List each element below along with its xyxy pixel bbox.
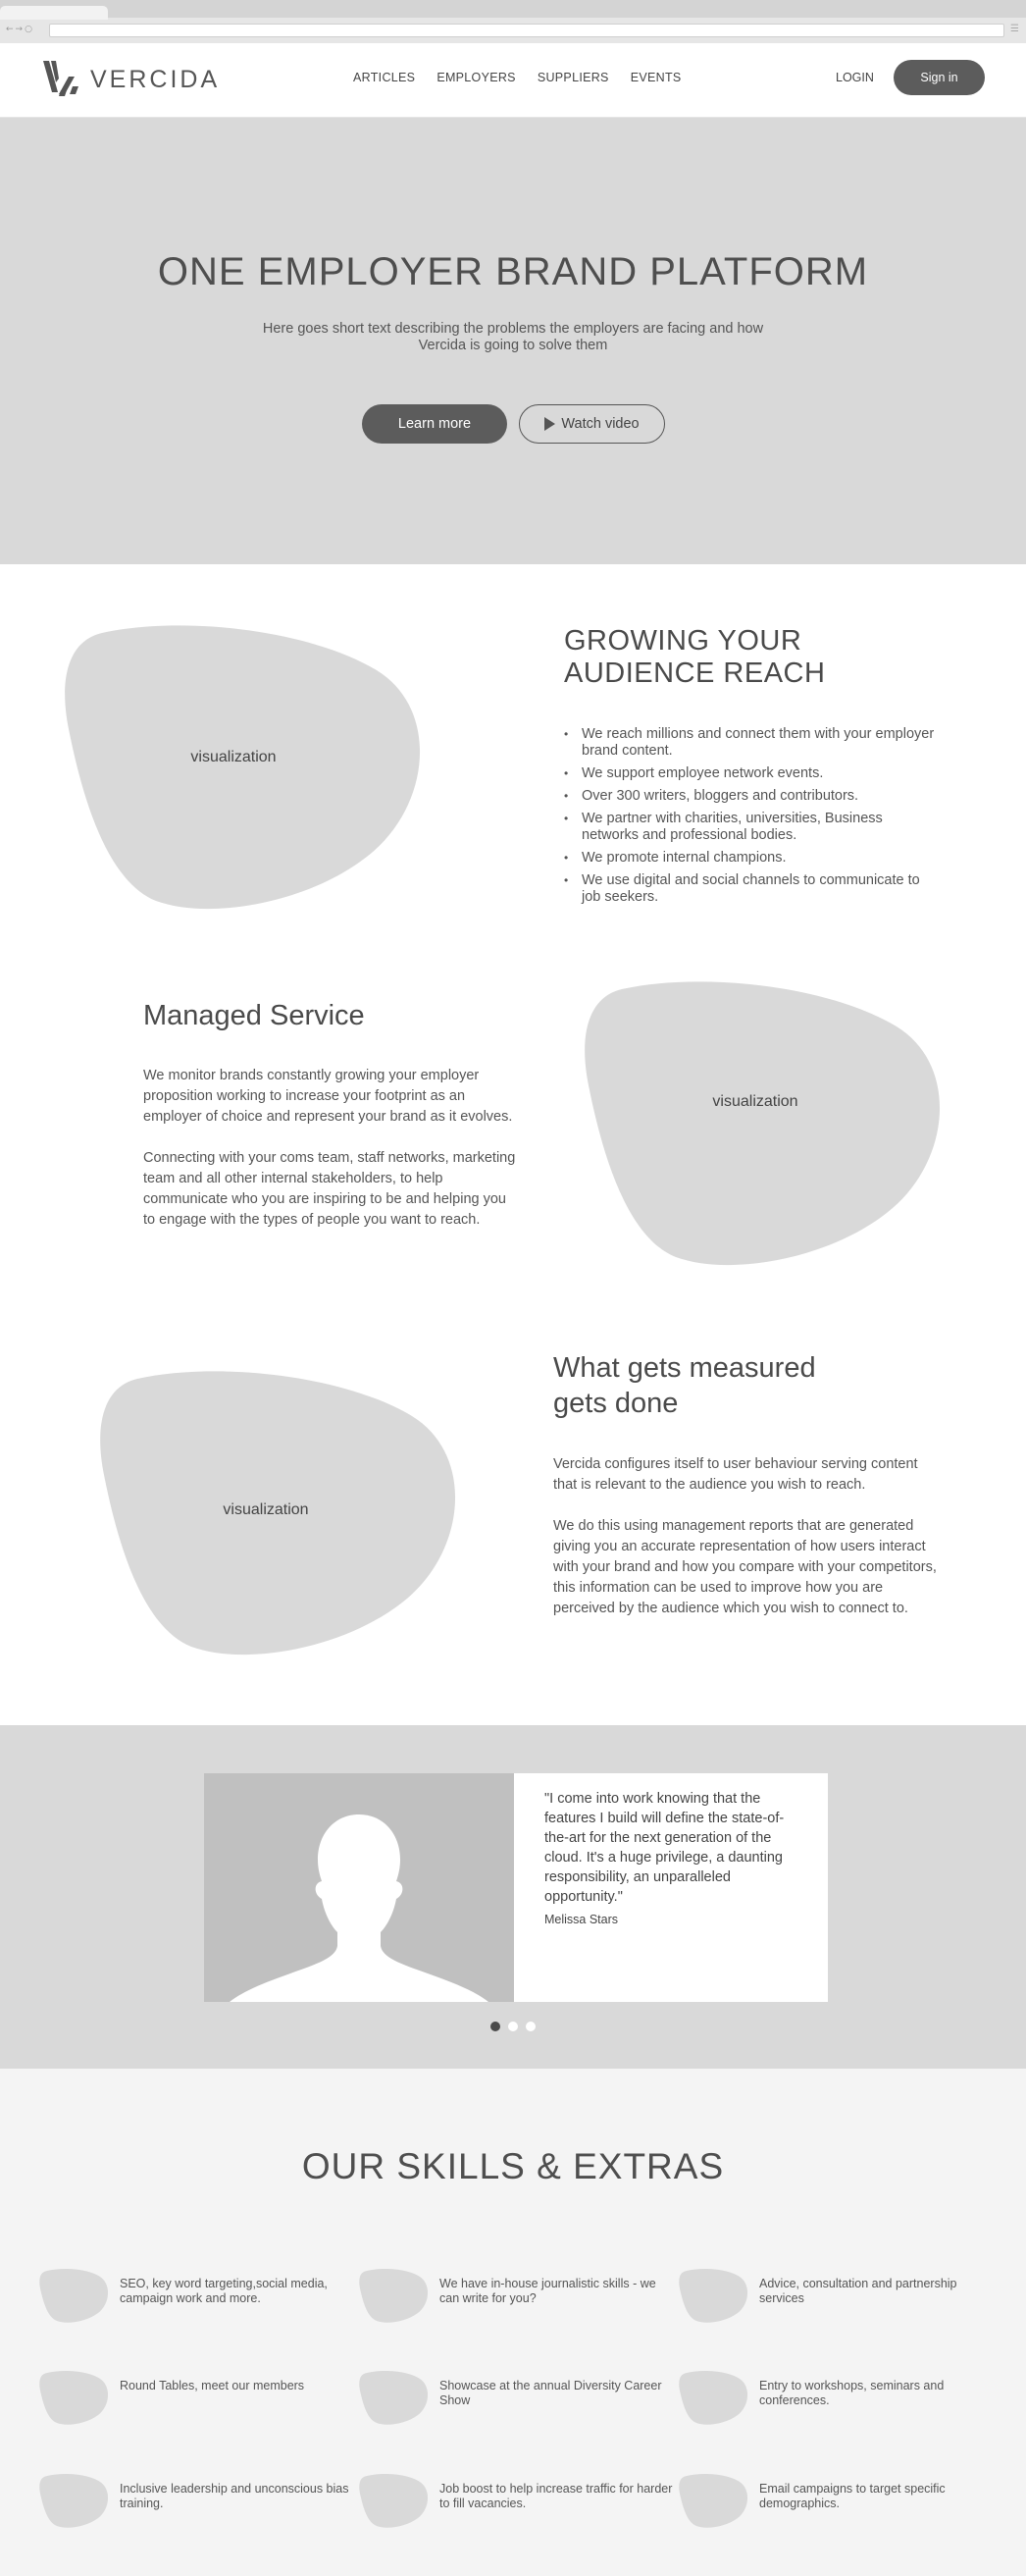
skill-text: Showcase at the annual Diversity Career Show <box>439 2379 662 2407</box>
testimonial-author: Melissa Stars <box>544 1913 619 1926</box>
nav-articles[interactable]: ARTICLES <box>353 71 416 84</box>
skill-icon-placeholder <box>679 2370 747 2425</box>
carousel-dot-3[interactable] <box>526 2022 536 2031</box>
list-item: • We use digital and social channels to communicate to job seekers. <box>564 872 942 906</box>
skills-title: OUR SKILLS & EXTRAS <box>301 2146 725 2186</box>
carousel-dot-1[interactable] <box>490 2022 500 2031</box>
watch-video-button[interactable] <box>519 404 665 444</box>
hero-text: Here goes short text describing the problems the employers are facing and how Vercida is going to solve them <box>262 321 764 353</box>
skill-text: Round Tables, meet our members <box>120 2379 305 2392</box>
section-title-audience-reach: GROWING YOUR AUDIENCE REACH <box>564 625 826 689</box>
nav-events[interactable]: EVENTS <box>630 71 682 84</box>
skill-text: Email campaigns to target specific demographics. <box>759 2482 946 2510</box>
skill-text: Inclusive leadership and unconscious bias training. <box>120 2482 349 2510</box>
skill-icon-placeholder <box>359 2268 428 2323</box>
browser-chrome <box>0 0 1026 43</box>
login-link[interactable]: LOGIN <box>836 71 874 84</box>
hero-title: ONE EMPLOYER BRAND PLATFORM <box>157 250 869 293</box>
audience-reach-list <box>564 726 942 912</box>
skill-text: Job boost to help increase traffic for harder to fill vacancies. <box>439 2482 673 2510</box>
testimonial-section <box>0 1725 1026 2069</box>
skill-item <box>359 2370 678 2429</box>
visualization-placeholder-2 <box>583 977 942 1270</box>
skill-icon-placeholder <box>679 2473 747 2528</box>
skill-icon-placeholder <box>39 2268 108 2323</box>
watch-video-label: Watch video <box>561 416 640 432</box>
list-item: • Over 300 writers, bloggers and contributors. <box>564 788 942 805</box>
tab-strip <box>0 0 1026 18</box>
list-item: • We reach millions and connect them with your employer brand content. <box>564 726 942 760</box>
logo-text: VERCIDA <box>90 65 221 93</box>
skill-text: Advice, consultation and partnership services <box>759 2277 957 2305</box>
visualization-placeholder-1 <box>63 621 422 914</box>
measured-paragraph-1: Vercida configures itself to user behaviour serving content that is relevant to the audience you wish to reach. <box>553 1456 918 1493</box>
browser-tab[interactable] <box>0 6 108 20</box>
skill-item <box>679 2268 998 2327</box>
skill-text: Entry to workshops, seminars and conferences. <box>759 2379 945 2407</box>
section-title-managed-service: Managed Service <box>143 1000 365 1031</box>
skill-icon-placeholder <box>679 2268 747 2323</box>
hero-section <box>0 118 1026 564</box>
skill-item <box>679 2370 998 2429</box>
testimonial-card <box>204 1773 828 2002</box>
list-item: • We promote internal champions. <box>564 850 942 867</box>
list-item: • We partner with charities, universities, Business networks and professional bodies. <box>564 811 942 844</box>
nav-suppliers[interactable]: SUPPLIERS <box>537 71 609 84</box>
managed-service-paragraph-1: We monitor brands constantly growing your employer proposition working to increase your footprint as an employer of choice and represent your brand as it evolves. <box>143 1068 513 1125</box>
measured-paragraph-2: We do this using management reports that are generated giving you an accurate representation of how users interact with your brand and how you compare with your competitors, this information can be used to improve how you are perceived by the audience which you wish to connect to. <box>553 1518 937 1616</box>
logo[interactable] <box>39 57 220 102</box>
address-bar[interactable] <box>49 24 1004 37</box>
skill-text: SEO, key word targeting,social media, campaign work and more. <box>120 2277 328 2305</box>
carousel-dot-2[interactable] <box>508 2022 518 2031</box>
browser-nav-icons[interactable]: ←→○ <box>6 25 34 34</box>
avatar <box>204 1773 514 2002</box>
vercida-logo-icon <box>39 57 84 102</box>
skill-item <box>39 2370 358 2429</box>
carousel-dots <box>0 2022 1026 2031</box>
person-silhouette-icon <box>204 1773 514 2002</box>
skill-text: We have in-house journalistic skills - we can write for you? <box>439 2277 656 2305</box>
sign-in-button[interactable]: Sign in <box>894 60 985 95</box>
learn-more-button[interactable]: Learn more <box>362 404 507 444</box>
skill-icon-placeholder <box>359 2473 428 2528</box>
browser-menu-icon[interactable]: ☰ <box>1010 24 1019 34</box>
skill-item <box>39 2268 358 2327</box>
skill-icon-placeholder <box>39 2370 108 2425</box>
skill-icon-placeholder <box>359 2370 428 2425</box>
play-icon <box>544 417 555 431</box>
skill-item <box>359 2473 678 2532</box>
skill-item <box>39 2473 358 2532</box>
testimonial-quote: "I come into work knowing that the features I build will define the state-of-the-art for the next generation of the cloud. It's a huge privilege, a daunting responsibility, an unparalleled opportunity." <box>544 1791 785 1905</box>
visualization-label-1: visualization <box>190 749 277 765</box>
managed-service-paragraph-2: Connecting with your coms team, staff networks, marketing team and all other internal stakeholders, to help communicate who you are inspiring to be and helping you to engage with the types of people you want to reach. <box>143 1150 516 1228</box>
skill-icon-placeholder <box>39 2473 108 2528</box>
list-item: • We support employee network events. <box>564 765 942 782</box>
nav-employers[interactable]: EMPLOYERS <box>436 71 516 84</box>
visualization-label-2: visualization <box>712 1093 798 1110</box>
main-nav <box>353 71 682 84</box>
section-title-measured: What gets measured gets done <box>553 1352 816 1419</box>
visualization-label-3: visualization <box>223 1501 309 1518</box>
site-header <box>0 43 1026 118</box>
skill-item <box>359 2268 678 2327</box>
skill-item <box>679 2473 998 2532</box>
skills-section <box>0 2069 1026 2576</box>
